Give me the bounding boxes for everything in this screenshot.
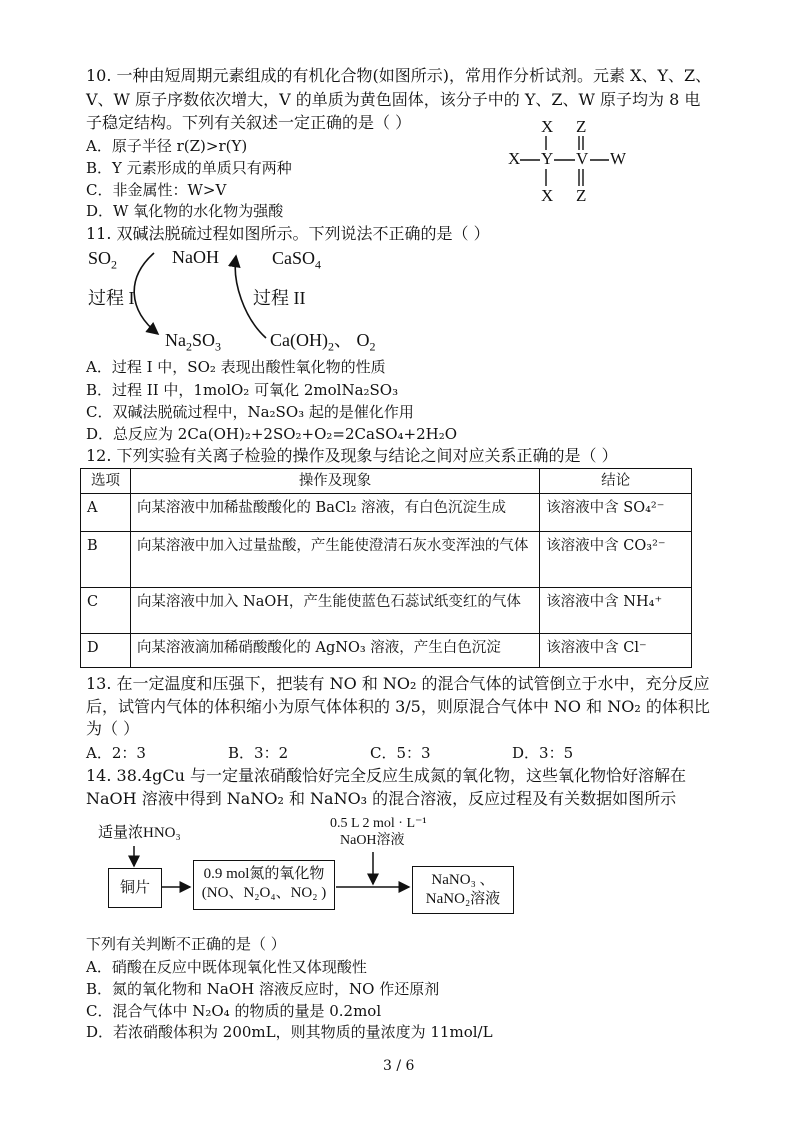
q14-stem-line2: NaOH 溶液中得到 NaNO₂ 和 NaNO₃ 的混合溶液，反应过程及有关数据如图所示: [86, 789, 677, 808]
header-operation: 操作及现象: [130, 469, 539, 494]
q14-prompt: 下列有关判断不正确的是（ ）: [86, 935, 286, 953]
flow-product-line1: NaNO₃ 、: [431, 872, 495, 888]
q11-option-d: D．总反应为 2Ca(OH)₂+2SO₂+O₂=2CaSO₄+2H₂O: [86, 425, 458, 443]
flow-naoh-line1: 0.5 L 2 mol · L⁻¹: [330, 816, 427, 831]
flow-oxides-line2: (NO、N₂O₄、NO₂ ): [201, 885, 327, 901]
diagram-caso4: CaSO$_4$: [272, 248, 322, 272]
diagram-na2so3: $Na_2SO_3$: [165, 330, 222, 354]
page-number: 3 / 6: [383, 1058, 415, 1074]
q13-option-b: B．3：2: [228, 744, 289, 762]
q10-option-d: D．W 氧化物的水化物为强酸: [86, 202, 284, 220]
structure-y: Y: [541, 149, 554, 168]
flow-acid-label: 适量浓HNO₃: [98, 825, 181, 841]
row-conclusion: 该溶液中含 SO₄²⁻: [540, 494, 692, 532]
q10-stem-line2: V、W 原子序数依次增大，V 的单质为黄色固体，该分子中的 Y、Z、W 原子均为 8 电: [86, 90, 701, 109]
flow-oxides-line1: 0.9 mol氮的氧化物: [203, 866, 325, 882]
arrow-process-2: [235, 256, 266, 338]
structure-w: W: [610, 149, 627, 168]
q14-stem-line1: 14. 38.4gCu 与一定量浓硝酸恰好完全反应生成氮的氧化物，这些氧化物恰好溶解在: [86, 766, 687, 785]
row-conclusion: 该溶液中含 Cl⁻: [540, 634, 692, 668]
cycle-arrows: [134, 253, 266, 338]
arrow-process-1: [134, 253, 158, 334]
diagram-so2: $SO_2$: [88, 248, 118, 272]
q11-option-b: B．过程 II 中，1molO₂ 可氧化 2molNa₂SO₃: [86, 381, 399, 399]
flow-naoh-line2: NaOH溶液: [340, 833, 405, 848]
row-operation: 向某溶液滴加稀硝酸酸化的 AgNO₃ 溶液，产生白色沉淀: [130, 634, 539, 668]
row-operation: 向某溶液中加入 NaOH，产生能使蓝色石蕊试纸变红的气体: [130, 588, 539, 634]
structure-bottom-z: Z: [576, 186, 587, 205]
row-operation: 向某溶液中加入过量盐酸，产生能使澄清石灰水变浑浊的气体: [130, 532, 539, 588]
q14-option-a: A．硝酸在反应中既体现氧化性又体现酸性: [86, 958, 367, 976]
q10-option-b: B．Y 元素形成的单质只有两种: [86, 159, 292, 177]
structure-bottom-x: X: [541, 186, 554, 205]
q14-option-b: B．氮的氧化物和 NaOH 溶液反应时，NO 作还原剂: [86, 980, 440, 998]
diagram-process-1: 过程 I: [88, 288, 135, 308]
row-option: A: [81, 494, 131, 532]
diagram-process-2: 过程 II: [253, 288, 306, 308]
q11-option-a: A．过程 I 中，SO₂ 表现出酸性氧化物的性质: [86, 358, 386, 376]
q13-stem-line1: 13. 在一定温度和压强下，把装有 NO 和 NO₂ 的混合气体的试管倒立于水中，充分反应: [86, 674, 710, 693]
q13-stem-line3: 为（ ）: [86, 719, 140, 738]
structure-top-x: X: [541, 117, 554, 136]
diagram-caoh2-o2: $Ca(OH)_2$、 $O_2$: [270, 330, 376, 354]
q14-option-c: C．混合气体中 N₂O₄ 的物质的量是 0.2mol: [86, 1002, 382, 1020]
q13-option-a: A．2：3: [86, 744, 146, 762]
flow-product-line2: NaNO₂溶液: [425, 891, 501, 907]
q10-stem-line1: 10. 一种由短周期元素组成的有机化合物(如图所示)，常用作分析试剂。元素 X、Y、Z、: [86, 66, 712, 85]
row-conclusion: 该溶液中含 NH₄⁺: [540, 588, 692, 634]
structure-left-x: X: [508, 149, 521, 168]
row-option: C: [81, 588, 131, 634]
structure-v: V: [576, 149, 589, 168]
header-conclusion: 结论: [540, 469, 692, 494]
q13-option-c: C．5：3: [370, 744, 431, 762]
q10-option-c: C．非金属性：W>V: [86, 181, 227, 199]
flow-arrows: [134, 846, 409, 887]
structure-top-z: Z: [576, 117, 587, 136]
q10-option-a: A．原子半径 r(Z)>r(Y): [86, 137, 248, 155]
flow-copper-box: 铜片: [108, 868, 162, 908]
q14-option-d: D．若浓硝酸体积为 200mL，则其物质的量浓度为 11mol/L: [86, 1023, 493, 1041]
row-option: B: [81, 532, 131, 588]
q10-stem-line3: 子稳定结构。下列有关叙述一定正确的是（ ）: [86, 113, 412, 132]
q11-option-c: C．双碱法脱硫过程中，Na₂SO₃ 起的是催化作用: [86, 403, 414, 421]
structure-bonds: [520, 136, 609, 186]
row-conclusion: 该溶液中含 CO₃²⁻: [540, 532, 692, 588]
q13-stem-line2: 后，试管内气体的体积缩小为原气体体积的 3/5，则原混合气体中 NO 和 NO₂ 的体积比: [86, 697, 710, 716]
q13-option-d: D．3：5: [512, 744, 574, 762]
header-option: 选项: [81, 469, 131, 494]
row-operation: 向某溶液中加稀盐酸酸化的 BaCl₂ 溶液，有白色沉淀生成: [130, 494, 539, 532]
q11-stem: 11. 双碱法脱硫过程如图所示。下列说法不正确的是（ ）: [86, 224, 490, 243]
q12-stem: 12. 下列实验有关离子检验的操作及现象与结论之间对应关系正确的是（ ）: [86, 446, 618, 465]
diagram-naoh: NaOH: [172, 247, 219, 267]
row-option: D: [81, 634, 131, 668]
